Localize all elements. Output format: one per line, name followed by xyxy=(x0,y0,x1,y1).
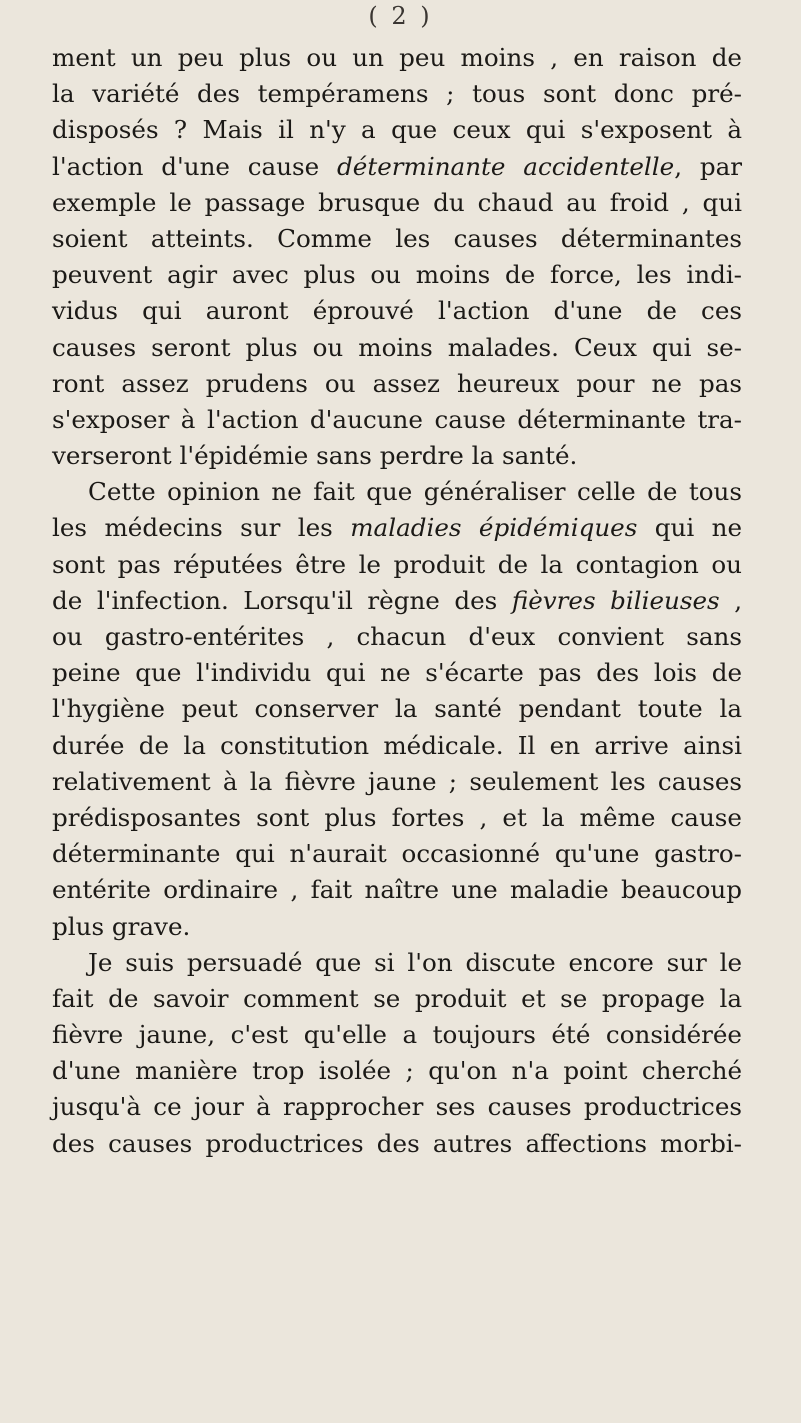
text-line: durée de la constitution médicale. Il en arrive ainsi xyxy=(52,730,742,760)
paragraph-end-line: verseront l'épidémie sans perdre la santé. xyxy=(52,441,578,471)
text-line: vidus qui auront éprouvé l'action d'une de ces xyxy=(52,296,742,326)
text-line: disposés ? Mais il n'y a que ceux qui s'exposent à xyxy=(52,115,742,145)
page-number: ( 2 ) xyxy=(368,2,433,30)
text-line: déterminante qui n'aurait occasionné qu'une gastro- xyxy=(52,839,742,869)
italic-phrase: déterminante accidentelle xyxy=(337,151,675,181)
text-line: exemple le passage brusque du chaud au froid , qui xyxy=(52,187,742,217)
text-line: la variété des tempéramens ; tous sont donc pré- xyxy=(52,79,742,109)
text-line: sont pas réputées être le produit de la contagion ou xyxy=(52,549,742,579)
italic-phrase: maladies épidémiques xyxy=(350,513,638,543)
text-line: s'exposer à l'action d'aucune cause déterminante tra- xyxy=(52,404,742,434)
italic-phrase: fièvres bilieuses xyxy=(511,585,720,615)
paragraph-end-line: plus grave. xyxy=(52,911,191,941)
paragraph-start-line: Cette opinion ne fait que généraliser celle de tous xyxy=(88,477,742,507)
text-line: fièvre jaune, c'est qu'elle a toujours été considérée xyxy=(52,1020,742,1050)
text-line: entérite ordinaire , fait naître une maladie beaucoup xyxy=(52,875,742,905)
text-line: des causes productrices des autres affections morbi- xyxy=(52,1128,742,1158)
text-line: ront assez prudens ou assez heureux pour ne pas xyxy=(52,368,742,398)
text-line: l'action d'une cause déterminante accidentelle, par xyxy=(52,151,742,181)
paragraph-start-line: Je suis persuadé que si l'on discute encore sur le xyxy=(88,947,742,977)
text-line: les médecins sur les maladies épidémiques qui ne xyxy=(52,513,743,543)
text-line: causes seront plus ou moins malades. Ceux qui se- xyxy=(52,332,742,362)
text-line: soient atteints. Comme les causes déterminantes xyxy=(52,223,742,253)
text-line: prédisposantes sont plus fortes , et la même cause xyxy=(52,802,742,832)
text-line: fait de savoir comment se produit et se propage la xyxy=(52,983,742,1013)
text-line: ment un peu plus ou un peu moins , en raison de xyxy=(52,43,742,72)
text-line: d'une manière trop isolée ; qu'on n'a point cherché xyxy=(52,1056,742,1086)
body-text xyxy=(52,40,742,1162)
text-line: peine que l'individu qui ne s'écarte pas des lois de xyxy=(52,658,742,688)
text-line: relativement à la fièvre jaune ; seulement les causes xyxy=(52,766,742,796)
text-line: de l'infection. Lorsqu'il règne des fièvres bilieuses , xyxy=(52,585,743,615)
text-line: l'hygiène peut conserver la santé pendant toute la xyxy=(52,694,742,724)
text-line: ou gastro-entérites , chacun d'eux convient sans xyxy=(52,622,742,651)
text-line: jusqu'à ce jour à rapprocher ses causes productrices xyxy=(52,1092,742,1122)
text-line: peuvent agir avec plus ou moins de force, les indi- xyxy=(52,260,742,290)
